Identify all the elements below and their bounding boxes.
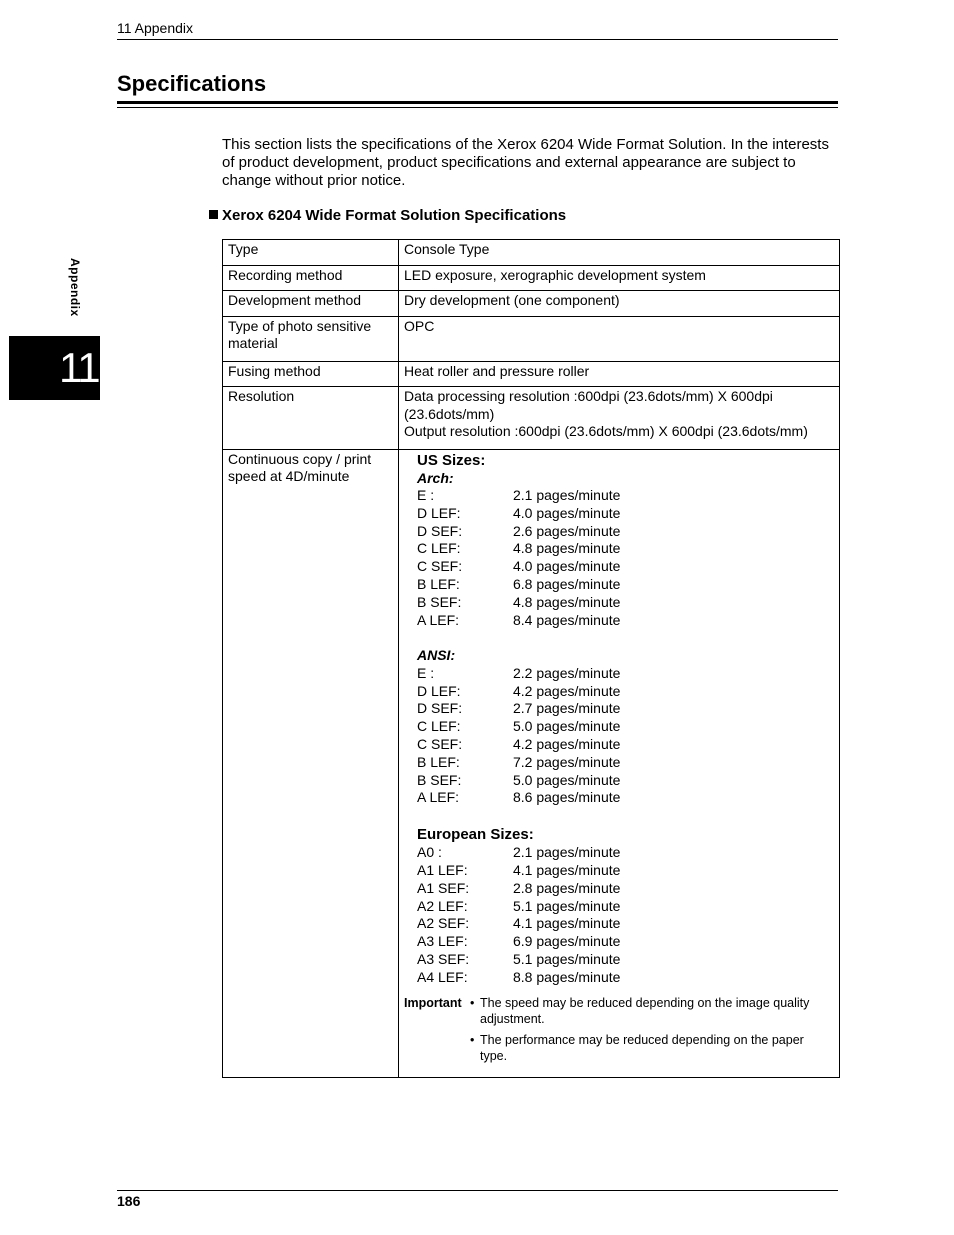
paper-size-label: B LEF: — [417, 753, 460, 770]
paper-size-label: C LEF: — [417, 718, 461, 735]
size-speed-row — [417, 951, 834, 969]
spec-label: Recording method — [223, 265, 399, 291]
important-note — [404, 995, 834, 1069]
size-speed-row — [417, 736, 834, 754]
paper-size-label: A LEF: — [417, 611, 460, 628]
spec-label: Continuous copy / print speed at 4D/minute — [223, 449, 399, 1077]
spec-value — [399, 387, 840, 450]
speed-value: 8.8 pages/minute — [513, 968, 621, 985]
speed-value: 5.0 pages/minute — [513, 771, 621, 788]
size-speed-row — [417, 862, 834, 880]
speed-value: 4.2 pages/minute — [513, 682, 621, 699]
spec-label: Type of photo sensitive material — [223, 316, 399, 361]
ansi-size-list — [404, 665, 834, 807]
table-row — [223, 449, 840, 1077]
resolution-line: Data processing resolution :600dpi (23.6dots/mm) X 600dpi (23.6dots/mm) — [404, 388, 773, 422]
arch-size-list — [404, 487, 834, 629]
paper-size-label: E : — [417, 487, 435, 503]
paper-size-label: A1 LEF: — [417, 862, 468, 879]
important-list — [470, 995, 834, 1069]
paper-size-label: D SEF: — [417, 700, 463, 717]
paper-size-label: E : — [417, 664, 435, 681]
size-speed-row — [417, 558, 834, 576]
bullet-square-icon — [209, 210, 218, 219]
paper-size-label: A2 LEF: — [417, 897, 468, 914]
spec-value: Console Type — [399, 240, 840, 266]
speed-value: 4.1 pages/minute — [513, 862, 621, 879]
size-speed-row — [417, 594, 834, 612]
speed-value: 8.4 pages/minute — [513, 611, 621, 628]
speed-value: 5.1 pages/minute — [513, 897, 621, 914]
spec-value: LED exposure, xerographic development system — [399, 265, 840, 291]
speed-value: 2.6 pages/minute — [513, 522, 621, 539]
size-speed-row — [417, 789, 834, 807]
size-speed-row — [417, 540, 834, 558]
size-speed-row — [417, 915, 834, 933]
speed-value: 4.0 pages/minute — [513, 558, 621, 575]
paper-size-label: D SEF: — [417, 522, 463, 539]
paper-size-label: A4 LEF: — [417, 968, 468, 985]
spec-value: OPC — [399, 316, 840, 361]
size-speed-row — [417, 772, 834, 790]
speed-value: 4.2 pages/minute — [513, 736, 621, 753]
spec-value: Heat roller and pressure roller — [399, 361, 840, 387]
speed-value: 4.8 pages/minute — [513, 593, 621, 610]
paper-size-label: D LEF: — [417, 682, 461, 699]
table-row — [223, 361, 840, 387]
size-speed-row — [417, 612, 834, 630]
important-item: • The performance may be reduced depending on the paper type. — [470, 1032, 834, 1065]
size-speed-row — [417, 718, 834, 736]
speed-value: 5.0 pages/minute — [513, 718, 621, 735]
paper-size-label: B SEF: — [417, 771, 462, 788]
paper-size-label: A3 LEF: — [417, 933, 468, 950]
table-row — [223, 387, 840, 450]
european-sizes-title: European Sizes: — [417, 826, 534, 844]
page-number: 186 — [117, 1193, 141, 1209]
speed-value: 2.2 pages/minute — [513, 664, 621, 681]
size-speed-row — [417, 933, 834, 951]
chapter-tab: 11 — [9, 336, 100, 400]
size-speed-row — [417, 700, 834, 718]
size-speed-row — [417, 487, 834, 505]
paper-size-label: A2 SEF: — [417, 915, 470, 932]
size-speed-row — [417, 523, 834, 541]
size-speed-row — [417, 665, 834, 683]
important-item: • The speed may be reduced depending on the image quality adjustment. — [470, 995, 834, 1028]
size-speed-row — [417, 683, 834, 701]
spec-label: Resolution — [223, 387, 399, 450]
spec-label: Type — [223, 240, 399, 266]
spec-label: Development method — [223, 291, 399, 317]
speed-value: 8.6 pages/minute — [513, 789, 621, 806]
speed-value: 2.7 pages/minute — [513, 700, 621, 717]
intro-paragraph: This section lists the specifications of the Xerox 6204 Wide Format Solution. In the interests of product development, product specifications and external appearance are subject to change without prior notice. — [222, 136, 829, 189]
spec-label: Fusing method — [223, 361, 399, 387]
speed-value: 5.1 pages/minute — [513, 951, 621, 968]
speed-value: 6.8 pages/minute — [513, 575, 621, 592]
us-sizes-title: US Sizes: — [417, 451, 486, 469]
paper-size-label: A0 : — [417, 844, 442, 861]
paper-size-label: D LEF: — [417, 504, 461, 521]
ansi-title: ANSI: — [417, 647, 456, 664]
section-heading — [209, 207, 839, 225]
footer-rule — [117, 1190, 838, 1191]
size-speed-row — [417, 505, 834, 523]
paper-size-label: A1 SEF: — [417, 879, 470, 896]
page-title: Specifications — [117, 70, 838, 104]
table-row — [223, 240, 840, 266]
speed-value: 2.8 pages/minute — [513, 879, 621, 896]
paper-size-label: B SEF: — [417, 593, 462, 610]
speed-value: 6.9 pages/minute — [513, 933, 621, 950]
paper-size-label: A3 SEF: — [417, 951, 470, 968]
paper-size-label: C LEF: — [417, 540, 461, 557]
paper-size-label: B LEF: — [417, 575, 460, 592]
size-speed-row — [417, 880, 834, 898]
table-row — [223, 291, 840, 317]
resolution-line: Output resolution :600dpi (23.6dots/mm) X 600dpi (23.6dots/mm) — [404, 423, 808, 439]
european-size-list — [404, 844, 834, 986]
paper-size-label: A LEF: — [417, 789, 460, 806]
spec-value: Dry development (one component) — [399, 291, 840, 317]
size-speed-row — [417, 754, 834, 772]
specifications-table — [222, 239, 840, 1078]
speed-value: 4.0 pages/minute — [513, 504, 621, 521]
size-speed-row — [417, 898, 834, 916]
speed-value: 7.2 pages/minute — [513, 753, 621, 770]
paper-size-label: C SEF: — [417, 558, 463, 575]
spec-value — [399, 449, 840, 1077]
side-section-label: Appendix — [68, 258, 82, 317]
size-speed-row — [417, 844, 834, 862]
size-speed-row — [417, 576, 834, 594]
speed-value: 4.8 pages/minute — [513, 540, 621, 557]
important-label: Important — [404, 995, 462, 1010]
table-row — [223, 265, 840, 291]
paper-size-label: C SEF: — [417, 736, 463, 753]
arch-title: Arch: — [417, 469, 454, 486]
running-header: 11 Appendix — [117, 18, 838, 40]
section-heading-text: Xerox 6204 Wide Format Solution Specifications — [222, 207, 567, 224]
speed-value: 2.1 pages/minute — [513, 487, 621, 503]
speed-value: 4.1 pages/minute — [513, 915, 621, 932]
speed-value: 2.1 pages/minute — [513, 844, 621, 861]
size-speed-row — [417, 969, 834, 987]
table-row — [223, 316, 840, 361]
